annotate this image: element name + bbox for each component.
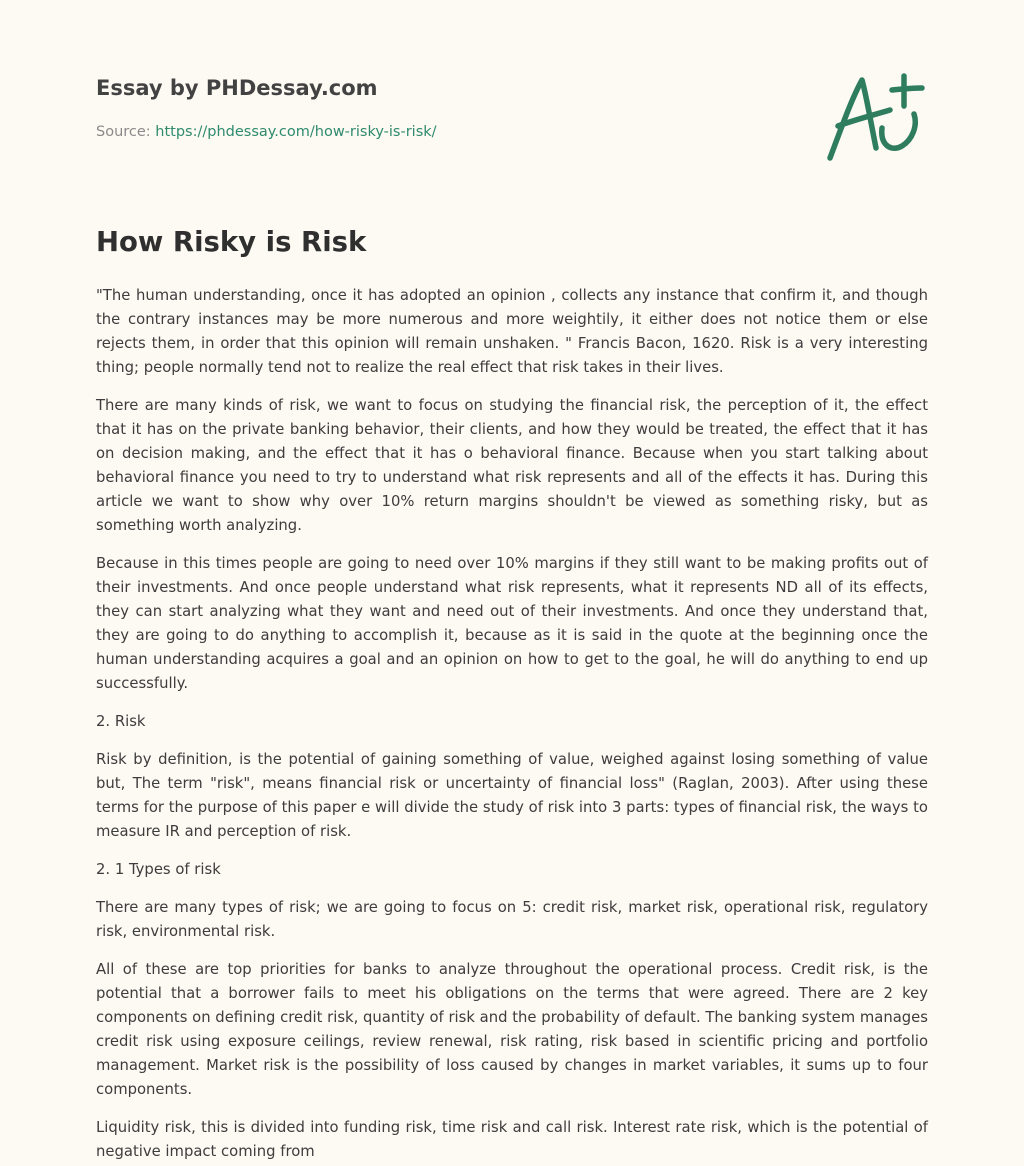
source-line (96, 124, 437, 140)
site-brand: Essay by PHDessay.com (96, 76, 378, 100)
paragraph: Because in this times people are going to need over 10% margins if they still want to be making profits out of their investments. And once people understand what risk represents, what it represents ND all of its effects, they can start analyzing what they want and need out of their investments. And once they understand that, they are going to do anything to accomplish it, because as it is said in the quote at the beginning once the human understanding acquires a goal and an opinion on how to get to the goal, he will do anything to end up successfully. (96, 555, 928, 692)
paragraph: Risk by definition, is the potential of gaining something of value, weighed against losing something of value but, The term "risk", means financial risk or uncertainty of financial loss" (Raglan, 2003). After using these terms for the purpose of this paper e will divide the study of risk into 3 parts: types of financial risk, the ways to measure IR and perception of risk. (96, 751, 928, 840)
source-link[interactable]: https://phdessay.com/how-risky-is-risk/ (155, 124, 437, 140)
article-body (96, 284, 928, 1166)
paragraph: "The human understanding, once it has adopted an opinion , collects any instance that confirm it, and though the contrary instances may be more numerous and more weightily, it either does not notice them or else rejects them, in order that this opinion will remain unshaken. " Francis Bacon, 1620. Risk is a very interesting thing; people normally tend not to realize the real effect that risk takes in their lives. (96, 287, 928, 376)
section-heading: 2. Risk (96, 713, 146, 730)
paragraph: All of these are top priorities for banks to analyze throughout the operational process. Credit risk, is the potential that a borrower fails to meet his obligations on the terms that were agreed. There are 2 key components on defining credit risk, quantity of risk and the probability of default. The banking system manages credit risk using exposure ceilings, review renewal, risk rating, risk based in scientific pricing and portfolio management. Market risk is the possibility of loss caused by changes in market variables, it sums up to four components. (96, 961, 928, 1098)
section-heading: 2. 1 Types of risk (96, 861, 221, 878)
source-label: Source: (96, 124, 156, 140)
paragraph: There are many types of risk; we are going to focus on 5: credit risk, market risk, operational risk, regulatory risk, environmental risk. (96, 899, 928, 940)
a-plus-logo-icon (822, 66, 932, 166)
paragraph: There are many kinds of risk, we want to focus on studying the financial risk, the perception of it, the effect that it has on the private banking behavior, their clients, and how they would be treated, the effect that it has on decision making, and the effect that it has o behavioral finance. Because when you start talking about behavioral finance you need to try to understand what risk represents and all of the effects it has. During this article we want to show why over 10% return margins shouldn't be viewed as something risky, but as something worth analyzing. (96, 397, 928, 534)
paragraph: Liquidity risk, this is divided into funding risk, time risk and call risk. Interest rate risk, which is the potential of negative impact coming from (96, 1119, 928, 1160)
article-title: How Risky is Risk (96, 226, 367, 258)
